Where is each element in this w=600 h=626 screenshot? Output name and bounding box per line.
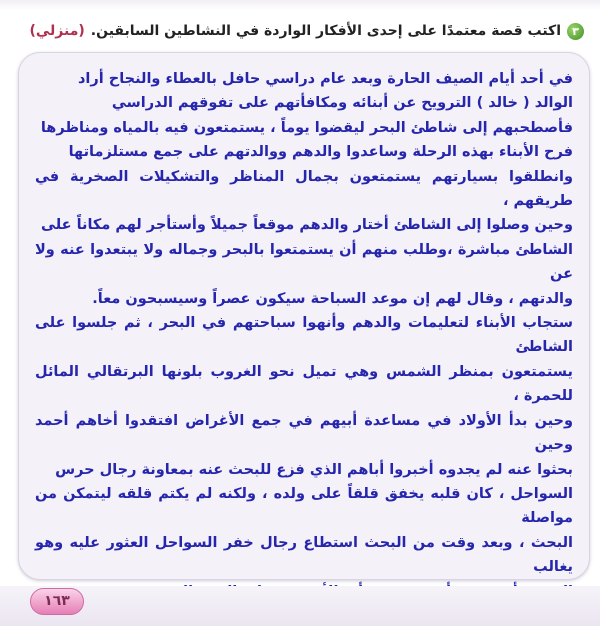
story-line: بحثوا عنه لم يجدوه أخبروا أباهم الذي فزع للبحث عنه بمعاونة رجال حرس [55, 461, 573, 478]
story-text [35, 67, 573, 604]
story-line: والدتهم ، وقال لهم إن موعد السباحة سيكون عصراً وسيسبحون معاً. [92, 290, 573, 307]
story-line: السواحل ، كان قلبه يخفق قلقاً على ولده ، ولكنه لم يكتم قلقه ليتمكن من مواصلة [35, 485, 573, 527]
question-number-badge: ٣ [567, 23, 584, 40]
story-line: الشاطئ مباشرة ،وطلب منهم أن يستمتعوا بالبحر وجماله ولا يبتعدوا عنه ولا عن [35, 241, 573, 283]
story-line: وانطلقوا بسيارتهم يستمتعون بجمال المناظر والتشكيلات الصخرية في طريقهم ، [35, 168, 573, 210]
story-line: ستجاب الأبناء لتعليمات والدهم وأنهوا سباحتهم في البحر ، ثم جلسوا على الشاطئ [35, 315, 573, 356]
top-strip [0, 0, 600, 10]
story-line: فأصطحبهم إلى شاطئ البحر ليقضوا يوماً ، يستمتعون فيه بالمياه ومناظرها [40, 119, 573, 136]
answer-card [18, 52, 590, 580]
homework-tag: (منزلي) [29, 23, 85, 39]
story-line: البحث ، وبعد وقت من البحث استطاع رجال خفر السواحل العثور عليه وهو يغالب [35, 534, 573, 576]
page-number-badge: ١٦٣ [30, 588, 84, 615]
story-line: وحين وصلوا إلى الشاطئ أختار والدهم موقعاً جميلاً وأستأجر لهم مكاناً على [41, 217, 573, 234]
story-line: وحين بدأ الأولاد في مساعدة أبيهم في جمع الأغراض افتقدوا أخاهم أحمد وحين [35, 412, 573, 454]
exercise-instruction: اكتب قصة معتمدًا على إحدى الأفكار الواردة في النشاطين السابقين. [90, 23, 561, 39]
story-line: يستمتعون بمنظر الشمس وهي تميل نحو الغروب بلونها البرتقالي المائل للحمرة ، [35, 363, 573, 405]
story-line: في أحد أيام الصيف الحارة وبعد عام دراسي حافل بالعطاء والنجاح أراد [77, 71, 573, 87]
exercise-header [18, 14, 584, 48]
story-line: الوالد ( خالد ) الترويح عن أبنائه ومكافأتهم على تفوقهم الدراسي [111, 95, 573, 112]
story-line: فرح الأبناء بهذه الرحلة وساعدوا والدهم ووالدتهم على جمع مستلزماتها [68, 144, 573, 161]
bottom-band [0, 586, 600, 626]
